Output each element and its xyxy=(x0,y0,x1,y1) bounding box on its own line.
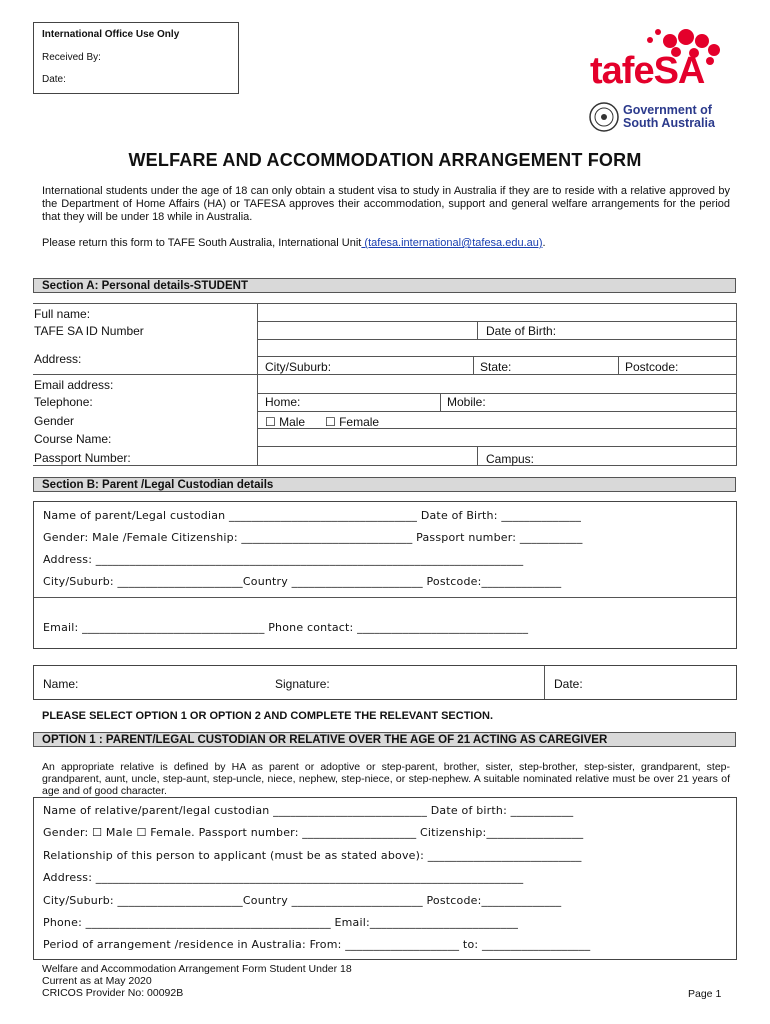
mobile-label: Mobile: xyxy=(447,395,486,409)
passport-number-label: Passport Number: xyxy=(34,451,131,465)
select-option-notice: PLEASE SELECT OPTION 1 OR OPTION 2 AND COMPLETE THE RELEVANT SECTION. xyxy=(42,710,494,722)
tafe-id-label: TAFE SA ID Number xyxy=(34,324,144,338)
signature-box xyxy=(33,665,737,700)
section-a-header: Section A: Personal details-STUDENT xyxy=(33,278,736,293)
footer-current-date: Current as at May 2020 xyxy=(42,975,152,987)
female-checkbox[interactable]: ☐ Female xyxy=(325,415,380,429)
footer-block xyxy=(42,963,352,999)
office-use-box xyxy=(33,22,239,94)
office-use-title: International Office Use Only xyxy=(42,29,180,40)
signature-label: Signature: xyxy=(275,677,330,691)
home-phone-label: Home: xyxy=(265,395,301,409)
gender-label: Gender xyxy=(34,414,75,428)
parent-name-row: Name of parent/Legal custodian _________________________________ Date of Birth: ______________ xyxy=(43,509,582,522)
arrangement-period-row: Period of arrangement /residence in Australia: From: ____________________ to: ___________________ xyxy=(43,938,591,951)
return-email-link[interactable]: (tafesa.international@tafesa.edu.au) xyxy=(361,237,543,249)
option1-description: An appropriate relative is defined by HA as parent or adoptive or step-parent, brother, sister, step-brother, step-sister, grandparent, step-grandparent, aunt, uncle, step-aunt, step-uncle, niece, nephew, step-niece, or step-nephew. A suitable nominated relative must be over 21 years of age and of good character. xyxy=(42,761,730,797)
parent-city-row: City/Suburb: ______________________Country _______________________ Postcode:______________ xyxy=(43,575,562,588)
government-of-label: Government of xyxy=(623,103,712,117)
relationship-row: Relationship of this person to applicant (must be as stated above): ___________________________ xyxy=(43,849,582,862)
footer-form-name: Welfare and Accommodation Arrangement Form Student Under 18 xyxy=(42,963,352,975)
footer-cricos: CRICOS Provider No: 00092B xyxy=(42,987,184,999)
course-name-label: Course Name: xyxy=(34,432,112,446)
relative-name-row: Name of relative/parent/legal custodian ___________________________ Date of birth: ___________ xyxy=(43,804,574,817)
male-checkbox[interactable]: ☐ Male xyxy=(265,415,306,429)
address-label: Address: xyxy=(34,352,82,366)
option1-header: OPTION 1 : PARENT/LEGAL CUSTODIAN OR RELATIVE OVER THE AGE OF 21 ACTING AS CAREGIVER xyxy=(33,732,736,747)
email-label: Email address: xyxy=(34,378,114,392)
campus-label: Campus: xyxy=(486,452,535,466)
postcode-label: Postcode: xyxy=(625,360,679,374)
received-by-label: Received By: xyxy=(42,52,101,63)
tafesa-logo xyxy=(586,28,736,140)
relative-gender-row: Gender: ☐ Male ☐ Female. Passport number: ____________________ Citizenship:_________________ xyxy=(43,826,584,839)
relative-phone-row: Phone: ___________________________________________ Email:__________________________ xyxy=(43,916,519,929)
sign-date-label: Date: xyxy=(554,677,583,691)
tafesa-wordmark: tafeSA xyxy=(590,50,705,92)
parent-gender-row: Gender: Male /Female Citizenship: ______________________________ Passport number: ___________ xyxy=(43,531,583,544)
option1-box xyxy=(33,797,737,960)
section-b-box xyxy=(33,501,737,649)
student-dob-label: Date of Birth: xyxy=(486,324,557,338)
full-name-label: Full name: xyxy=(34,307,91,321)
parent-email-row: Email: ________________________________ Phone contact: ______________________________ xyxy=(43,621,529,634)
form-title: WELFARE AND ACCOMMODATION ARRANGEMENT FORM xyxy=(128,150,642,170)
state-label: State: xyxy=(480,360,512,374)
page-number: Page 1 xyxy=(688,988,722,1000)
section-a-table xyxy=(33,303,737,466)
intro-paragraph: International students under the age of 18 can only obtain a student visa to study in Australia if they are to reside with a relative approved by the Department of Home Affairs (HA) or TAFESA approves their accommodation, support and general welfare arrangements for the period that they will be under 18 while in Australia. xyxy=(42,185,730,223)
sign-name-label: Name: xyxy=(43,677,79,691)
telephone-label: Telephone: xyxy=(34,395,93,409)
section-b-header: Section B: Parent /Legal Custodian details xyxy=(33,477,736,492)
return-instructions xyxy=(42,237,546,249)
return-text: Please return this form to TAFE South Australia, International Unit xyxy=(42,237,362,249)
parent-address-row: Address: ___________________________________________________________________________ xyxy=(43,553,524,566)
city-label: City/Suburb: xyxy=(265,360,332,374)
relative-city-row: City/Suburb: ______________________Country _______________________ Postcode:______________ xyxy=(43,894,562,907)
return-end: . xyxy=(542,237,546,249)
relative-address-row: Address: ___________________________________________________________________________ xyxy=(43,871,524,884)
office-date-label: Date: xyxy=(42,74,66,85)
south-australia-label: South Australia xyxy=(623,116,715,130)
